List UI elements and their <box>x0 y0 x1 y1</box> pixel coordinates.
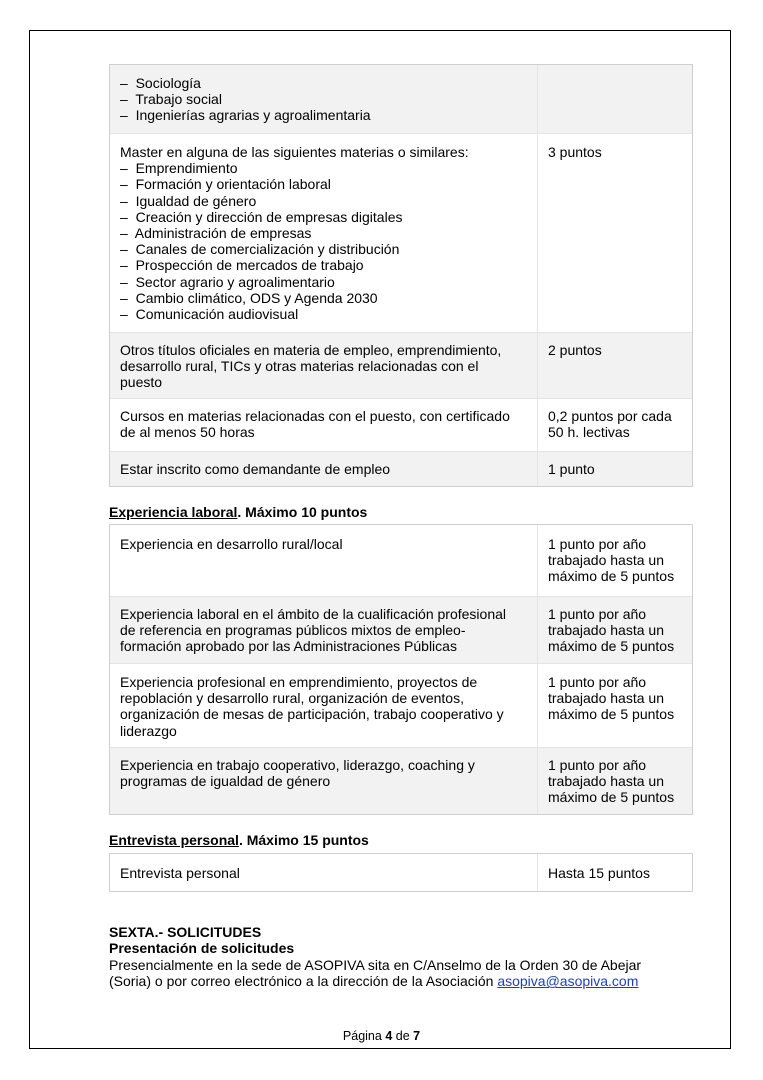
points-text: 1 punto por año <box>548 606 647 622</box>
points-cell <box>538 597 692 663</box>
points-text: 50 h. lectivas <box>548 424 630 441</box>
points-text: máximo de 5 puntos <box>548 638 675 655</box>
points-text: máximo de 5 puntos <box>548 789 675 806</box>
criterion-cell <box>110 748 538 814</box>
points-cell <box>538 664 692 747</box>
criterion-text: Experiencia en desarrollo rural/local <box>120 536 343 552</box>
points-text: 3 puntos <box>548 144 602 160</box>
list-item: – Formación y orientación laboral <box>120 176 527 192</box>
points-cell <box>538 525 692 596</box>
points-text: máximo de 5 puntos <box>548 706 675 723</box>
criterion-text: Experiencia en trabajo cooperativo, liderazgo, coaching y <box>120 757 475 773</box>
list-item: – Sociología <box>120 75 527 91</box>
footer-middle: de <box>392 1029 414 1043</box>
points-text: trabajado hasta un <box>548 690 664 707</box>
experience-heading <box>109 504 367 521</box>
list-item: – Trabajo social <box>120 91 527 107</box>
points-cell <box>538 333 692 398</box>
criterion-text: desarrollo rural, TICs y otras materias relacionadas con el <box>120 358 479 375</box>
criterion-cell <box>110 134 538 332</box>
points-text: trabajado hasta un <box>548 552 664 569</box>
criterion-text: Estar inscrito como demandante de empleo <box>120 461 391 477</box>
section-paragraph-line <box>109 973 693 989</box>
email-link[interactable]: asopiva@asopiva.com <box>497 973 639 990</box>
table-row <box>110 525 692 596</box>
criterion-cell <box>110 65 538 133</box>
footer-prefix: Página <box>342 1029 386 1043</box>
interview-heading-title: Entrevista personal <box>109 832 239 848</box>
criterion-text: repoblación y desarrollo rural, organización de eventos, <box>120 690 464 707</box>
points-text: 1 punto por año <box>548 536 647 552</box>
criterion-text: programas de igualdad de género <box>120 773 331 790</box>
interview-table <box>109 853 693 892</box>
criterion-cell <box>110 452 538 486</box>
table-row <box>110 398 692 451</box>
experience-table <box>109 524 693 815</box>
criterion-text: Experiencia profesional en emprendimiento, proyectos de <box>120 674 478 690</box>
points-text: trabajado hasta un <box>548 622 664 639</box>
list-item: – Igualdad de género <box>120 193 527 209</box>
table-row <box>110 332 692 398</box>
page-total: 7 <box>413 1029 421 1043</box>
section-paragraph-text: (Soria) o por correo electrónico a la dirección de la Asociación <box>109 973 498 990</box>
criterion-text: de al menos 50 horas <box>120 424 255 441</box>
section-paragraph-line: Presencialmente en la sede de ASOPIVA sita en C/Anselmo de la Orden 30 de Abejar <box>109 956 642 973</box>
criterion-text: de referencia en programas públicos mixtos de empleo- <box>120 622 466 639</box>
table-row <box>110 451 692 486</box>
table-row <box>110 663 692 747</box>
points-cell <box>538 134 692 332</box>
table-row <box>110 854 692 891</box>
list-item: – Administración de empresas <box>120 225 527 241</box>
criterion-text: Experiencia laboral en el ámbito de la cualificación profesional <box>120 606 507 622</box>
table-row <box>110 747 692 814</box>
criterion-cell <box>110 399 538 451</box>
criterion-text: Master en alguna de las siguientes materias o similares: <box>120 144 469 160</box>
list-item: – Creación y dirección de empresas digitales <box>120 209 527 225</box>
criterion-text: liderazgo <box>120 722 177 739</box>
criterion-text: Entrevista personal <box>120 865 240 881</box>
table-row <box>110 65 692 133</box>
criterion-cell <box>110 854 538 891</box>
section-solicitudes <box>109 924 693 990</box>
list-item: – Emprendimiento <box>120 160 527 176</box>
list-item: – Comunicación audiovisual <box>120 306 527 322</box>
page-number: 4 <box>385 1029 393 1043</box>
points-cell <box>538 748 692 814</box>
interview-heading <box>109 832 369 849</box>
criterion-text: Cursos en materias relacionadas con el puesto, con certificado <box>120 408 510 424</box>
page-footer <box>0 1029 763 1043</box>
points-cell <box>538 854 692 891</box>
points-text: 0,2 puntos por cada <box>548 408 672 424</box>
section-subtitle: Presentación de solicitudes <box>109 940 295 957</box>
points-text: máximo de 5 puntos <box>548 568 675 585</box>
criterion-cell <box>110 333 538 398</box>
points-text: trabajado hasta un <box>548 773 664 790</box>
list-item: – Canales de comercialización y distribución <box>120 241 527 257</box>
criterion-text: Otros títulos oficiales en materia de empleo, emprendimiento, <box>120 342 502 358</box>
points-cell <box>538 65 692 133</box>
points-cell <box>538 399 692 451</box>
list-item: – Cambio climático, ODS y Agenda 2030 <box>120 290 527 306</box>
section-title: SEXTA.- SOLICITUDES <box>109 924 262 940</box>
points-text: 2 puntos <box>548 342 602 358</box>
points-text: 1 punto por año <box>548 674 647 690</box>
criterion-text: puesto <box>120 374 163 391</box>
experience-heading-title: Experiencia laboral <box>109 504 238 520</box>
experience-heading-max: . Máximo 10 puntos <box>237 504 368 520</box>
criterion-cell <box>110 664 538 747</box>
interview-heading-max: . Máximo 15 puntos <box>238 832 369 848</box>
criterion-cell <box>110 525 538 596</box>
table-row <box>110 596 692 663</box>
formation-table <box>109 64 693 487</box>
points-cell <box>538 452 692 486</box>
criterion-text: formación aprobado por las Administraciones Públicas <box>120 638 457 655</box>
list-item: – Sector agrario y agroalimentario <box>120 274 527 290</box>
criterion-cell <box>110 597 538 663</box>
points-text: 1 punto <box>548 461 595 477</box>
table-row <box>110 133 692 332</box>
criterion-text: organización de mesas de participación, trabajo cooperativo y <box>120 706 504 723</box>
list-item: – Ingenierías agrarias y agroalimentaria <box>120 107 527 123</box>
list-item: – Prospección de mercados de trabajo <box>120 257 527 273</box>
points-text: Hasta 15 puntos <box>548 865 650 881</box>
points-text: 1 punto por año <box>548 757 647 773</box>
